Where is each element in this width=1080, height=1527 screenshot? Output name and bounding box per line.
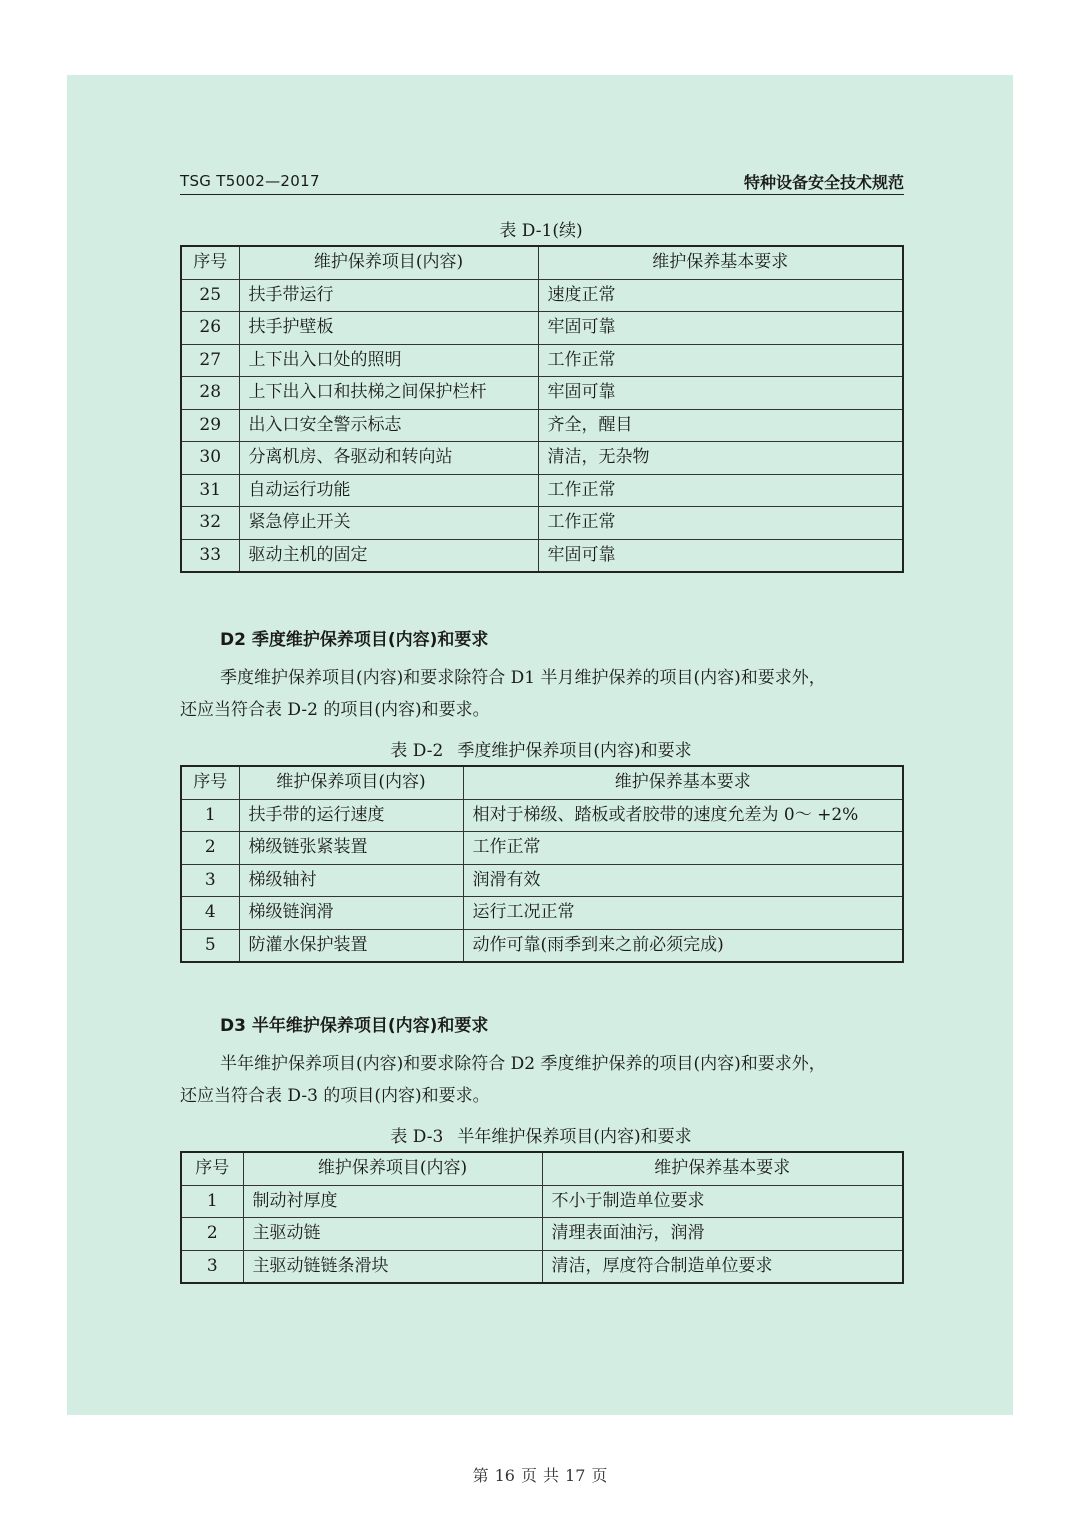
row-item: 出入口安全警示标志 xyxy=(239,409,538,442)
header-seq: 序号 xyxy=(181,1152,243,1185)
paragraph-line: 半年维护保养项目(内容)和要求除符合 D2 季度维护保养的项目(内容)和要求外， xyxy=(220,1054,826,1074)
caption-label: 表 D-2 xyxy=(390,741,444,761)
row-requirement: 工作正常 xyxy=(538,344,903,377)
page-header xyxy=(180,170,904,195)
row-item: 主驱动链 xyxy=(243,1218,542,1251)
total-page-count: 17 xyxy=(565,1466,586,1485)
row-requirement: 清洁，无杂物 xyxy=(538,442,903,475)
row-item: 梯级链张紧装置 xyxy=(239,832,463,865)
row-seq: 2 xyxy=(181,1218,243,1251)
footer-text: 页 xyxy=(591,1466,608,1485)
footer-text: 共 xyxy=(543,1466,560,1485)
row-item: 扶手带运行 xyxy=(239,279,538,312)
row-item: 扶手护壁板 xyxy=(239,312,538,345)
row-item: 分离机房、各驱动和转向站 xyxy=(239,442,538,475)
header-requirement: 维护保养基本要求 xyxy=(538,246,903,279)
row-requirement: 相对于梯级、踏板或者胶带的速度允差为 0～ +2% xyxy=(463,799,903,832)
section-d3-title: D3 半年维护保养项目(内容)和要求 xyxy=(220,1016,489,1036)
header-seq: 序号 xyxy=(181,766,239,799)
row-requirement: 牢固可靠 xyxy=(538,539,903,572)
table-row xyxy=(181,929,903,962)
table-header-row xyxy=(181,246,903,279)
row-seq: 4 xyxy=(181,897,239,930)
table-row xyxy=(181,312,903,345)
current-page-number: 16 xyxy=(494,1466,515,1485)
table-d1-caption: 表 D-1(续) xyxy=(499,221,583,241)
row-item: 防灌水保护装置 xyxy=(239,929,463,962)
table-row xyxy=(181,539,903,572)
row-seq: 5 xyxy=(181,929,239,962)
row-seq: 27 xyxy=(181,344,239,377)
row-item: 紧急停止开关 xyxy=(239,507,538,540)
table-row xyxy=(181,1218,903,1251)
row-seq: 1 xyxy=(181,1185,243,1218)
row-requirement: 工作正常 xyxy=(538,507,903,540)
header-requirement: 维护保养基本要求 xyxy=(463,766,903,799)
table-d3 xyxy=(180,1151,904,1284)
row-item: 自动运行功能 xyxy=(239,474,538,507)
table-row xyxy=(181,442,903,475)
table-row xyxy=(181,344,903,377)
row-item: 主驱动链链条滑块 xyxy=(243,1250,542,1283)
table-row xyxy=(181,799,903,832)
table-row xyxy=(181,474,903,507)
row-item: 梯级链润滑 xyxy=(239,897,463,930)
row-requirement: 牢固可靠 xyxy=(538,312,903,345)
row-seq: 26 xyxy=(181,312,239,345)
row-item: 梯级轴衬 xyxy=(239,864,463,897)
row-requirement: 齐全，醒目 xyxy=(538,409,903,442)
section-d3-paragraph xyxy=(180,1048,902,1112)
section-d2-paragraph xyxy=(180,662,902,726)
table-d2-caption xyxy=(180,736,902,761)
row-seq: 30 xyxy=(181,442,239,475)
table-row xyxy=(181,377,903,410)
header-seq: 序号 xyxy=(181,246,239,279)
row-seq: 31 xyxy=(181,474,239,507)
row-seq: 25 xyxy=(181,279,239,312)
row-requirement: 动作可靠(雨季到来之前必须完成) xyxy=(463,929,903,962)
table-row xyxy=(181,832,903,865)
row-requirement: 工作正常 xyxy=(538,474,903,507)
footer-text: 页 xyxy=(520,1466,537,1485)
table-row xyxy=(181,1185,903,1218)
footer-text: 第 xyxy=(472,1466,489,1485)
paragraph-line: 还应当符合表 D-3 的项目(内容)和要求。 xyxy=(180,1086,490,1106)
row-item: 上下出入口和扶梯之间保护栏杆 xyxy=(239,377,538,410)
caption-title: 季度维护保养项目(内容)和要求 xyxy=(457,741,692,761)
row-requirement: 速度正常 xyxy=(538,279,903,312)
header-item: 维护保养项目(内容) xyxy=(243,1152,542,1185)
table-d2 xyxy=(180,765,904,963)
table-header-row xyxy=(181,1152,903,1185)
standard-code: TSG T5002—2017 xyxy=(180,172,320,190)
header-item: 维护保养项目(内容) xyxy=(239,766,463,799)
page-footer xyxy=(0,1463,1080,1486)
row-seq: 3 xyxy=(181,1250,243,1283)
table-d3-caption xyxy=(180,1122,902,1147)
header-item: 维护保养项目(内容) xyxy=(239,246,538,279)
caption-title: 半年维护保养项目(内容)和要求 xyxy=(457,1127,692,1147)
row-seq: 1 xyxy=(181,799,239,832)
row-seq: 28 xyxy=(181,377,239,410)
row-seq: 2 xyxy=(181,832,239,865)
row-requirement: 润滑有效 xyxy=(463,864,903,897)
row-requirement: 工作正常 xyxy=(463,832,903,865)
section-d2-title: D2 季度维护保养项目(内容)和要求 xyxy=(220,630,489,650)
row-item: 驱动主机的固定 xyxy=(239,539,538,572)
caption-label: 表 D-3 xyxy=(390,1127,444,1147)
table-row xyxy=(181,507,903,540)
table-row xyxy=(181,864,903,897)
row-item: 制动衬厚度 xyxy=(243,1185,542,1218)
table-row xyxy=(181,279,903,312)
paragraph-line: 季度维护保养项目(内容)和要求除符合 D1 半月维护保养的项目(内容)和要求外， xyxy=(220,668,826,688)
row-seq: 32 xyxy=(181,507,239,540)
row-requirement: 清洁，厚度符合制造单位要求 xyxy=(542,1250,903,1283)
header-requirement: 维护保养基本要求 xyxy=(542,1152,903,1185)
row-seq: 33 xyxy=(181,539,239,572)
row-seq: 29 xyxy=(181,409,239,442)
standard-category: 特种设备安全技术规范 xyxy=(743,173,904,192)
row-item: 上下出入口处的照明 xyxy=(239,344,538,377)
table-row xyxy=(181,1250,903,1283)
table-row xyxy=(181,409,903,442)
row-requirement: 牢固可靠 xyxy=(538,377,903,410)
row-requirement: 不小于制造单位要求 xyxy=(542,1185,903,1218)
table-row xyxy=(181,897,903,930)
table-d1 xyxy=(180,245,904,573)
row-seq: 3 xyxy=(181,864,239,897)
paragraph-line: 还应当符合表 D-2 的项目(内容)和要求。 xyxy=(180,700,490,720)
row-requirement: 运行工况正常 xyxy=(463,897,903,930)
row-requirement: 清理表面油污，润滑 xyxy=(542,1218,903,1251)
row-item: 扶手带的运行速度 xyxy=(239,799,463,832)
table-header-row xyxy=(181,766,903,799)
